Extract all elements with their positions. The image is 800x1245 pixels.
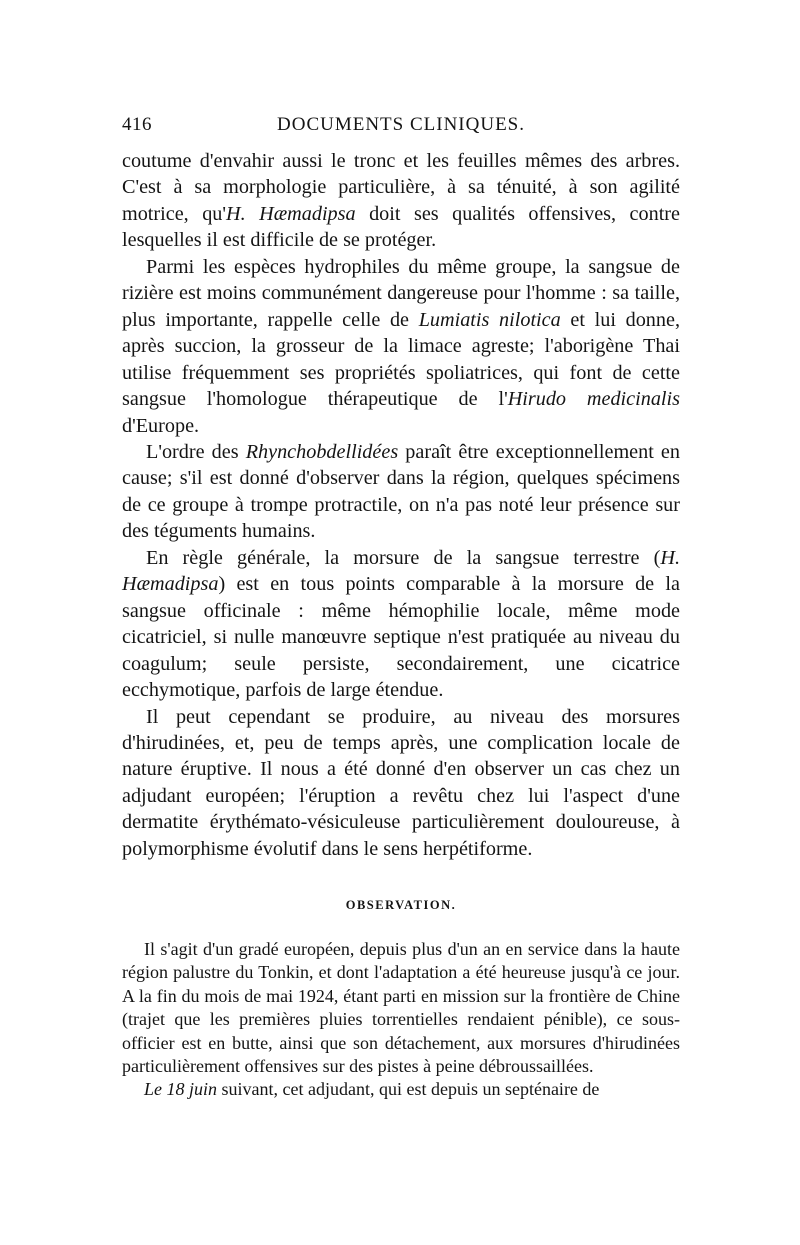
text-run: L'ordre des: [146, 440, 246, 463]
running-header: [122, 114, 680, 138]
observation-paragraph-2: [122, 1078, 680, 1101]
taxon-name: Rhynchobdellidées: [245, 440, 399, 463]
section-heading: OBSERVATION.: [345, 898, 457, 912]
species-name: H. Hæmadipsa: [226, 202, 356, 225]
paragraph-5: Il peut cependant se produire, au niveau des morsures d'hirudinées, et, peu de temps après, une complication locale de nature éruptive. Il nous a été donné d'en observer un cas chez un adjudant européen; l'éruption a revêtu chez lui l'aspect d'une dermatite érythémato-vésiculeuse particulièrement douloureuse, à polymorphisme évolutif dans le sens herpétiforme.: [122, 705, 680, 860]
text-run: En règle générale, la morsure de la sangsue terrestre (: [146, 546, 661, 569]
main-text: [122, 148, 680, 862]
paragraph-3: [122, 439, 680, 545]
species-name: H. Hæmadipsa: [122, 546, 680, 596]
species-name: Lumiatis nilotica: [418, 308, 561, 331]
text-run: ) est en tous points comparable à la morsure de la sangsue officinale : même hémophilie locale, même mode cicatriciel, si nulle manœuvre septique n'est pratiquée au niveau du coagulum; seule persiste, secondairement, une cicatrice ecchymotique, parfois de large étendue.: [122, 573, 680, 702]
date-text: Le 18 juin: [144, 1079, 218, 1100]
text-run: d'Europe.: [122, 414, 200, 437]
text-run: doit ses qualités offensives, contre lesquelles il est difficile de se protéger.: [122, 202, 680, 252]
text-run: suivant, cet adjudant, qui est depuis un septénaire de: [217, 1079, 600, 1100]
paragraph-2: [122, 254, 680, 439]
paragraph-1: [122, 148, 680, 254]
running-title: DOCUMENTS CLINIQUES.: [277, 114, 525, 135]
text-run: Parmi les espèces hydrophiles du même groupe, la sangsue de rizière est moins communément dangereuse pour l'homme : sa taille, plus importante, rappelle celle de: [122, 255, 680, 331]
text-run: et lui donne, après succion, la grosseur de la limace agreste; l'aborigène Thai utilise fréquemment ses propriétés spoliatrices, qui font de cette sangsue l'homologue thérapeutique de l': [122, 308, 681, 411]
paragraph-4: [122, 545, 680, 704]
observation-text: [122, 938, 680, 1102]
page-number: 416: [122, 114, 152, 135]
text-run: paraît être exceptionnellement en cause; s'il est donné d'observer dans la région, quelques spécimens de ce groupe à trompe protractile, on n'a pas noté leur présence sur des téguments humains.: [122, 440, 680, 543]
text-run: coutume d'envahir aussi le tronc et les feuilles mêmes des arbres. C'est à sa morphologie particulière, à sa ténuité, à son agilité motrice, qu': [122, 150, 680, 225]
species-name: Hirudo medicinalis: [507, 388, 680, 411]
observation-paragraph-1: Il s'agit d'un gradé européen, depuis plus d'un an en service dans la haute région palustre du Tonkin, et dont l'adaptation a été heureuse jusqu'à ce jour. A la fin du mois de mai 1924, étant parti en mission sur la frontière de Chine (trajet que les premières pluies torrentielles rendaient pénible), ce sous-officier est en butte, ainsi que son détachement, aux morsures d'hirudinées particulièrement offensives sur des pistes à peine débroussaillées.: [122, 939, 680, 1077]
